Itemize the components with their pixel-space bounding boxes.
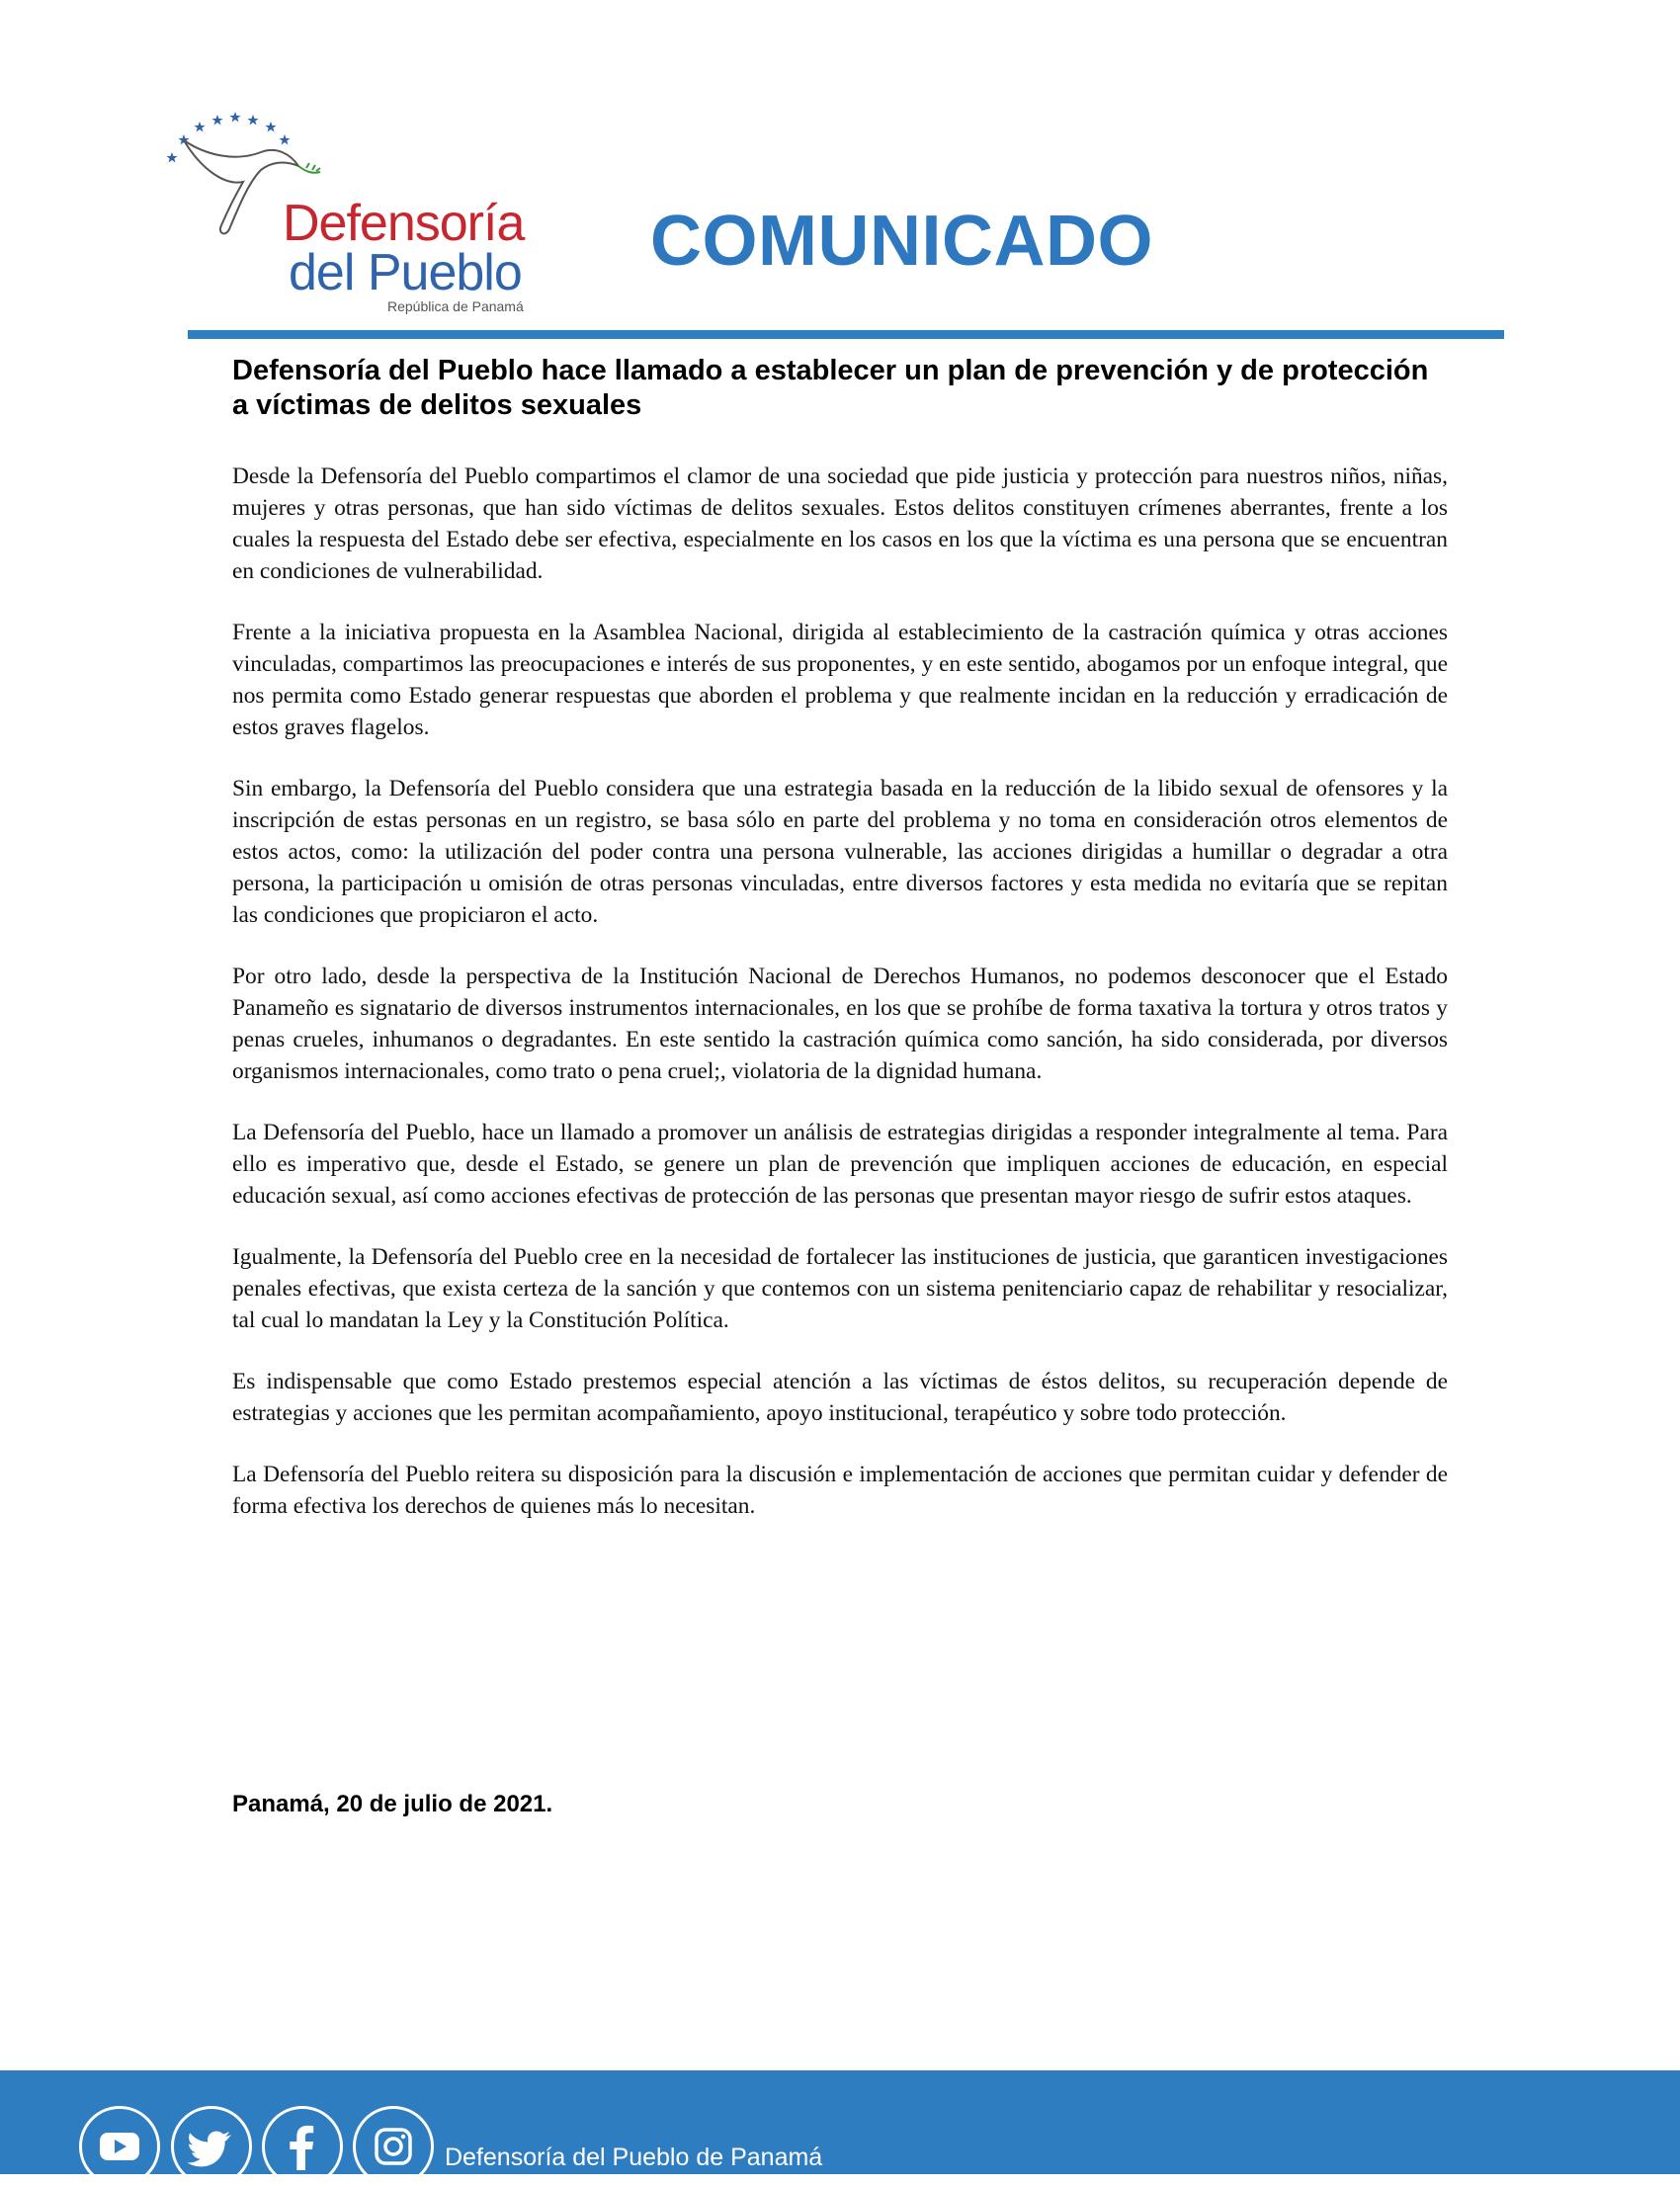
date-line: Panamá, 20 de julio de 2021. [232, 1791, 553, 1817]
paragraph: Desde la Defensoría del Pueblo compartimos el clamor de una sociedad que pide justicia y protección para nuestros niños, niñas, mujeres y otras personas, que han sido víctimas de delitos sexuales. Estos delitos constituyen crímenes aberrantes, frente a los cuales la respuesta del Estado debe ser efectiva, especialmente en los casos en los que la víctima es una persona que se encuentran en condiciones de vulnerabilidad. [232, 463, 1448, 584]
paragraph: Igualmente, la Defensoría del Pueblo cree en la necesidad de fortalecer las instituciones de justicia, que garanticen investigaciones penales efectivas, que exista certeza de la sanción y que contemos con un sistema penitenciario capaz de rehabilitar y resocializar, tal cual lo mandatan la Ley y la Constitución Política. [232, 1244, 1448, 1333]
instagram-icon[interactable] [353, 2106, 434, 2187]
footer-bar [0, 2070, 1680, 2174]
paragraph: La Defensoría del Pueblo, hace un llamado a promover un análisis de estrategias dirigidas a responder integralmente al tema. Para ello es imperativo que, desde el Estado, se genere un plan de prevención que impliquen acciones de educación, en especial educación sexual, así como acciones efectivas de protección de las personas que presentan mayor riesgo de sufrir estos ataques. [232, 1120, 1448, 1209]
logo-wordmark-line2: del Pueblo [289, 244, 522, 301]
paragraph: Sin embargo, la Defensoría del Pueblo considera que una estrategia basada en la reducción de la libido sexual de ofensores y la inscripción de estas personas en un registro, se basa sólo en parte del problema y no toma en consideración otros elementos de estos actos, como: la utilización del poder contra una persona vulnerable, las acciones dirigidas a humillar o degradar a otra persona, la participación u omisión de otras personas vinculadas, entre diversos factores y esta medida no evitaría que se repitan las condiciones que propiciaron el acto. [232, 776, 1448, 928]
paragraph: Frente a la iniciativa propuesta en la Asamblea Nacional, dirigida al establecimiento de la castración química y otras acciones vinculadas, compartimos las preocupaciones e interés de sus proponentes, y en este sentido, abogamos por un enfoque integral, que nos permita como Estado generar respuestas que aborden el problema y que realmente incidan en la reducción y erradicación de estos graves flagelos. [232, 620, 1448, 740]
document-body [232, 354, 1448, 1552]
logo-wordmark-line1: Defensoría [283, 195, 525, 252]
paragraph: La Defensoría del Pueblo reitera su disposición para la discusión e implementación de acciones que permitan cuidar y defender de forma efectiva los derechos de quienes más lo necesitan. [232, 1462, 1448, 1519]
logo-subtitle: República de Panamá [387, 298, 524, 314]
footer-label: Defensoría del Pueblo de Panamá [445, 2144, 823, 2171]
page-title: COMUNICADO [650, 202, 1153, 281]
header-divider [188, 330, 1504, 339]
paragraph: Por otro lado, desde la perspectiva de la Institución Nacional de Derechos Humanos, no podemos desconocer que el Estado Panameño es signatario de diversos instrumentos internacionales, en los que se prohíbe de forma taxativa la tortura y otros tratos y penas crueles, inhumanos o degradantes. En este sentido la castración química como sanción, ha sido considerada, por diversos organismos internacionales, como trato o pena cruel;, violatoria de la dignidad humana. [232, 964, 1448, 1084]
facebook-icon[interactable] [262, 2106, 343, 2187]
logo [166, 111, 561, 318]
twitter-icon[interactable] [171, 2106, 252, 2187]
youtube-icon[interactable] [79, 2106, 160, 2187]
paragraph: Es indispensable que como Estado prestemos especial atención a las víctimas de éstos delitos, su recuperación depende de estrategias y acciones que les permitan acompañamiento, apoyo institucional, terapéutico y sobre todo protección. [232, 1369, 1448, 1426]
headline: Defensoría del Pueblo hace llamado a establecer un plan de prevención y de protección a víctimas de delitos sexuales [232, 355, 1429, 421]
